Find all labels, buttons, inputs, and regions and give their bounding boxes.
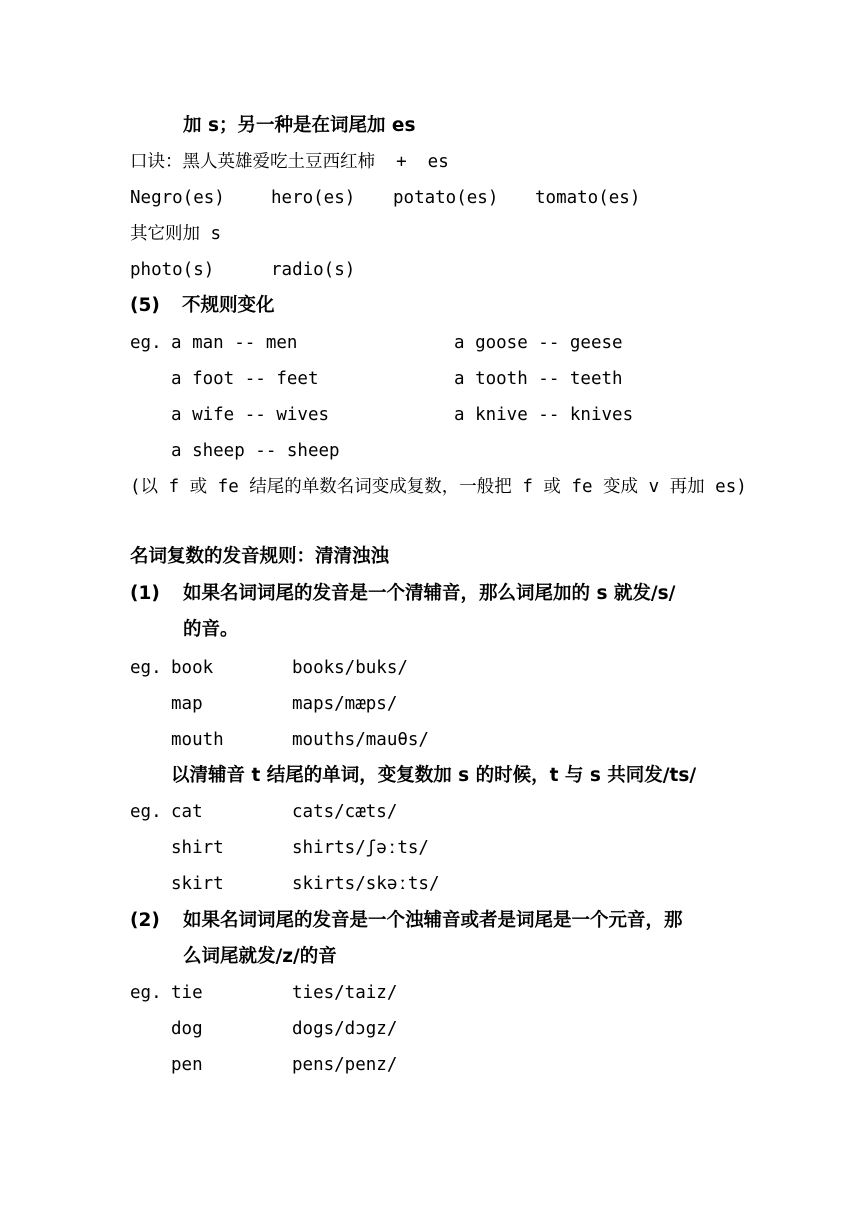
singular-word: shirt xyxy=(171,838,224,858)
example-row xyxy=(130,797,630,827)
irregular-row xyxy=(130,328,730,358)
example-row xyxy=(130,689,630,719)
example-row xyxy=(130,869,630,899)
example-row xyxy=(130,653,630,683)
singular-word: mouth xyxy=(171,730,224,750)
word-radio: radio(s) xyxy=(271,260,356,280)
rule-text: 如果名词词尾的发音是一个清辅音，那么词尾加的 s 就发/s/ xyxy=(183,583,676,604)
t-rule-text: 以清辅音 t 结尾的单词，变复数加 s 的时候，t 与 s 共同发/ts/ xyxy=(171,765,697,786)
eg-label: eg. xyxy=(130,333,162,353)
f-fe-note: (以 f 或 fe 结尾的单数名词变成复数，一般把 f 或 fe 变成 v 再加 es) xyxy=(130,477,747,497)
word-hero: hero(es) xyxy=(271,188,356,208)
plural-word: dogs/dɔgz/ xyxy=(292,1019,398,1039)
singular-word: tie xyxy=(171,983,203,1003)
eg-label: eg. xyxy=(130,983,162,1003)
irregular-pair: a wife -- wives xyxy=(171,405,330,425)
continuation-text: 加 s；另一种是在词尾加 es xyxy=(183,115,416,136)
plural-word: ties/taiz/ xyxy=(292,983,398,1003)
singular-word: dog xyxy=(171,1019,203,1039)
es-examples-row xyxy=(130,183,750,213)
rule-text: 如果名词词尾的发音是一个浊辅音或者是词尾是一个元音，那 xyxy=(183,910,683,931)
irregular-pair: a knive -- knives xyxy=(454,405,634,425)
plural-word: books/buks/ xyxy=(292,658,408,678)
rule-text-continued: 么词尾就发/z/的音 xyxy=(183,946,337,967)
example-row xyxy=(130,1050,630,1080)
pronunciation-heading: 名词复数的发音规则：清清浊浊 xyxy=(130,546,390,567)
section-number: (5) xyxy=(130,295,160,316)
example-row xyxy=(130,725,630,755)
section-title: 不规则变化 xyxy=(182,295,275,316)
rule-number: (2) xyxy=(130,910,160,931)
rule-text-continued: 的音。 xyxy=(183,619,239,640)
rule-number: (1) xyxy=(130,583,160,604)
irregular-pair: a foot -- feet xyxy=(171,369,319,389)
irregular-row xyxy=(130,400,730,430)
singular-word: cat xyxy=(171,802,203,822)
plural-word: pens/penz/ xyxy=(292,1055,398,1075)
example-row xyxy=(130,978,630,1008)
irregular-row xyxy=(130,436,730,466)
irregular-pair: a sheep -- sheep xyxy=(171,441,340,461)
rule-1 xyxy=(130,579,750,609)
plural-word: shirts/ʃəːts/ xyxy=(292,838,429,858)
singular-word: map xyxy=(171,694,203,714)
eg-label: eg. xyxy=(130,802,162,822)
word-potato: potato(es) xyxy=(393,188,499,208)
irregular-pair: a man -- men xyxy=(171,333,298,353)
word-tomato: tomato(es) xyxy=(535,188,641,208)
section-irregular-heading xyxy=(130,291,530,321)
other-rule-text: 其它则加 s xyxy=(130,224,222,244)
s-examples-row xyxy=(130,255,530,285)
singular-word: skirt xyxy=(171,874,224,894)
word-negro: Negro(es) xyxy=(130,188,225,208)
example-row xyxy=(130,1014,630,1044)
plural-word: mouths/mauθs/ xyxy=(292,730,429,750)
plural-word: maps/mæps/ xyxy=(292,694,398,714)
eg-label: eg. xyxy=(130,658,162,678)
word-photo: photo(s) xyxy=(130,260,215,280)
rule-2 xyxy=(130,906,750,936)
example-row xyxy=(130,833,630,863)
plural-word: skirts/skəːts/ xyxy=(292,874,440,894)
irregular-pair: a tooth -- teeth xyxy=(454,369,623,389)
singular-word: book xyxy=(171,658,214,678)
mnemonic-text: 口诀：黑人英雄爱吃土豆西红柿 + es xyxy=(130,152,449,172)
irregular-row xyxy=(130,364,730,394)
irregular-pair: a goose -- geese xyxy=(454,333,623,353)
plural-word: cats/cæts/ xyxy=(292,802,398,822)
singular-word: pen xyxy=(171,1055,203,1075)
